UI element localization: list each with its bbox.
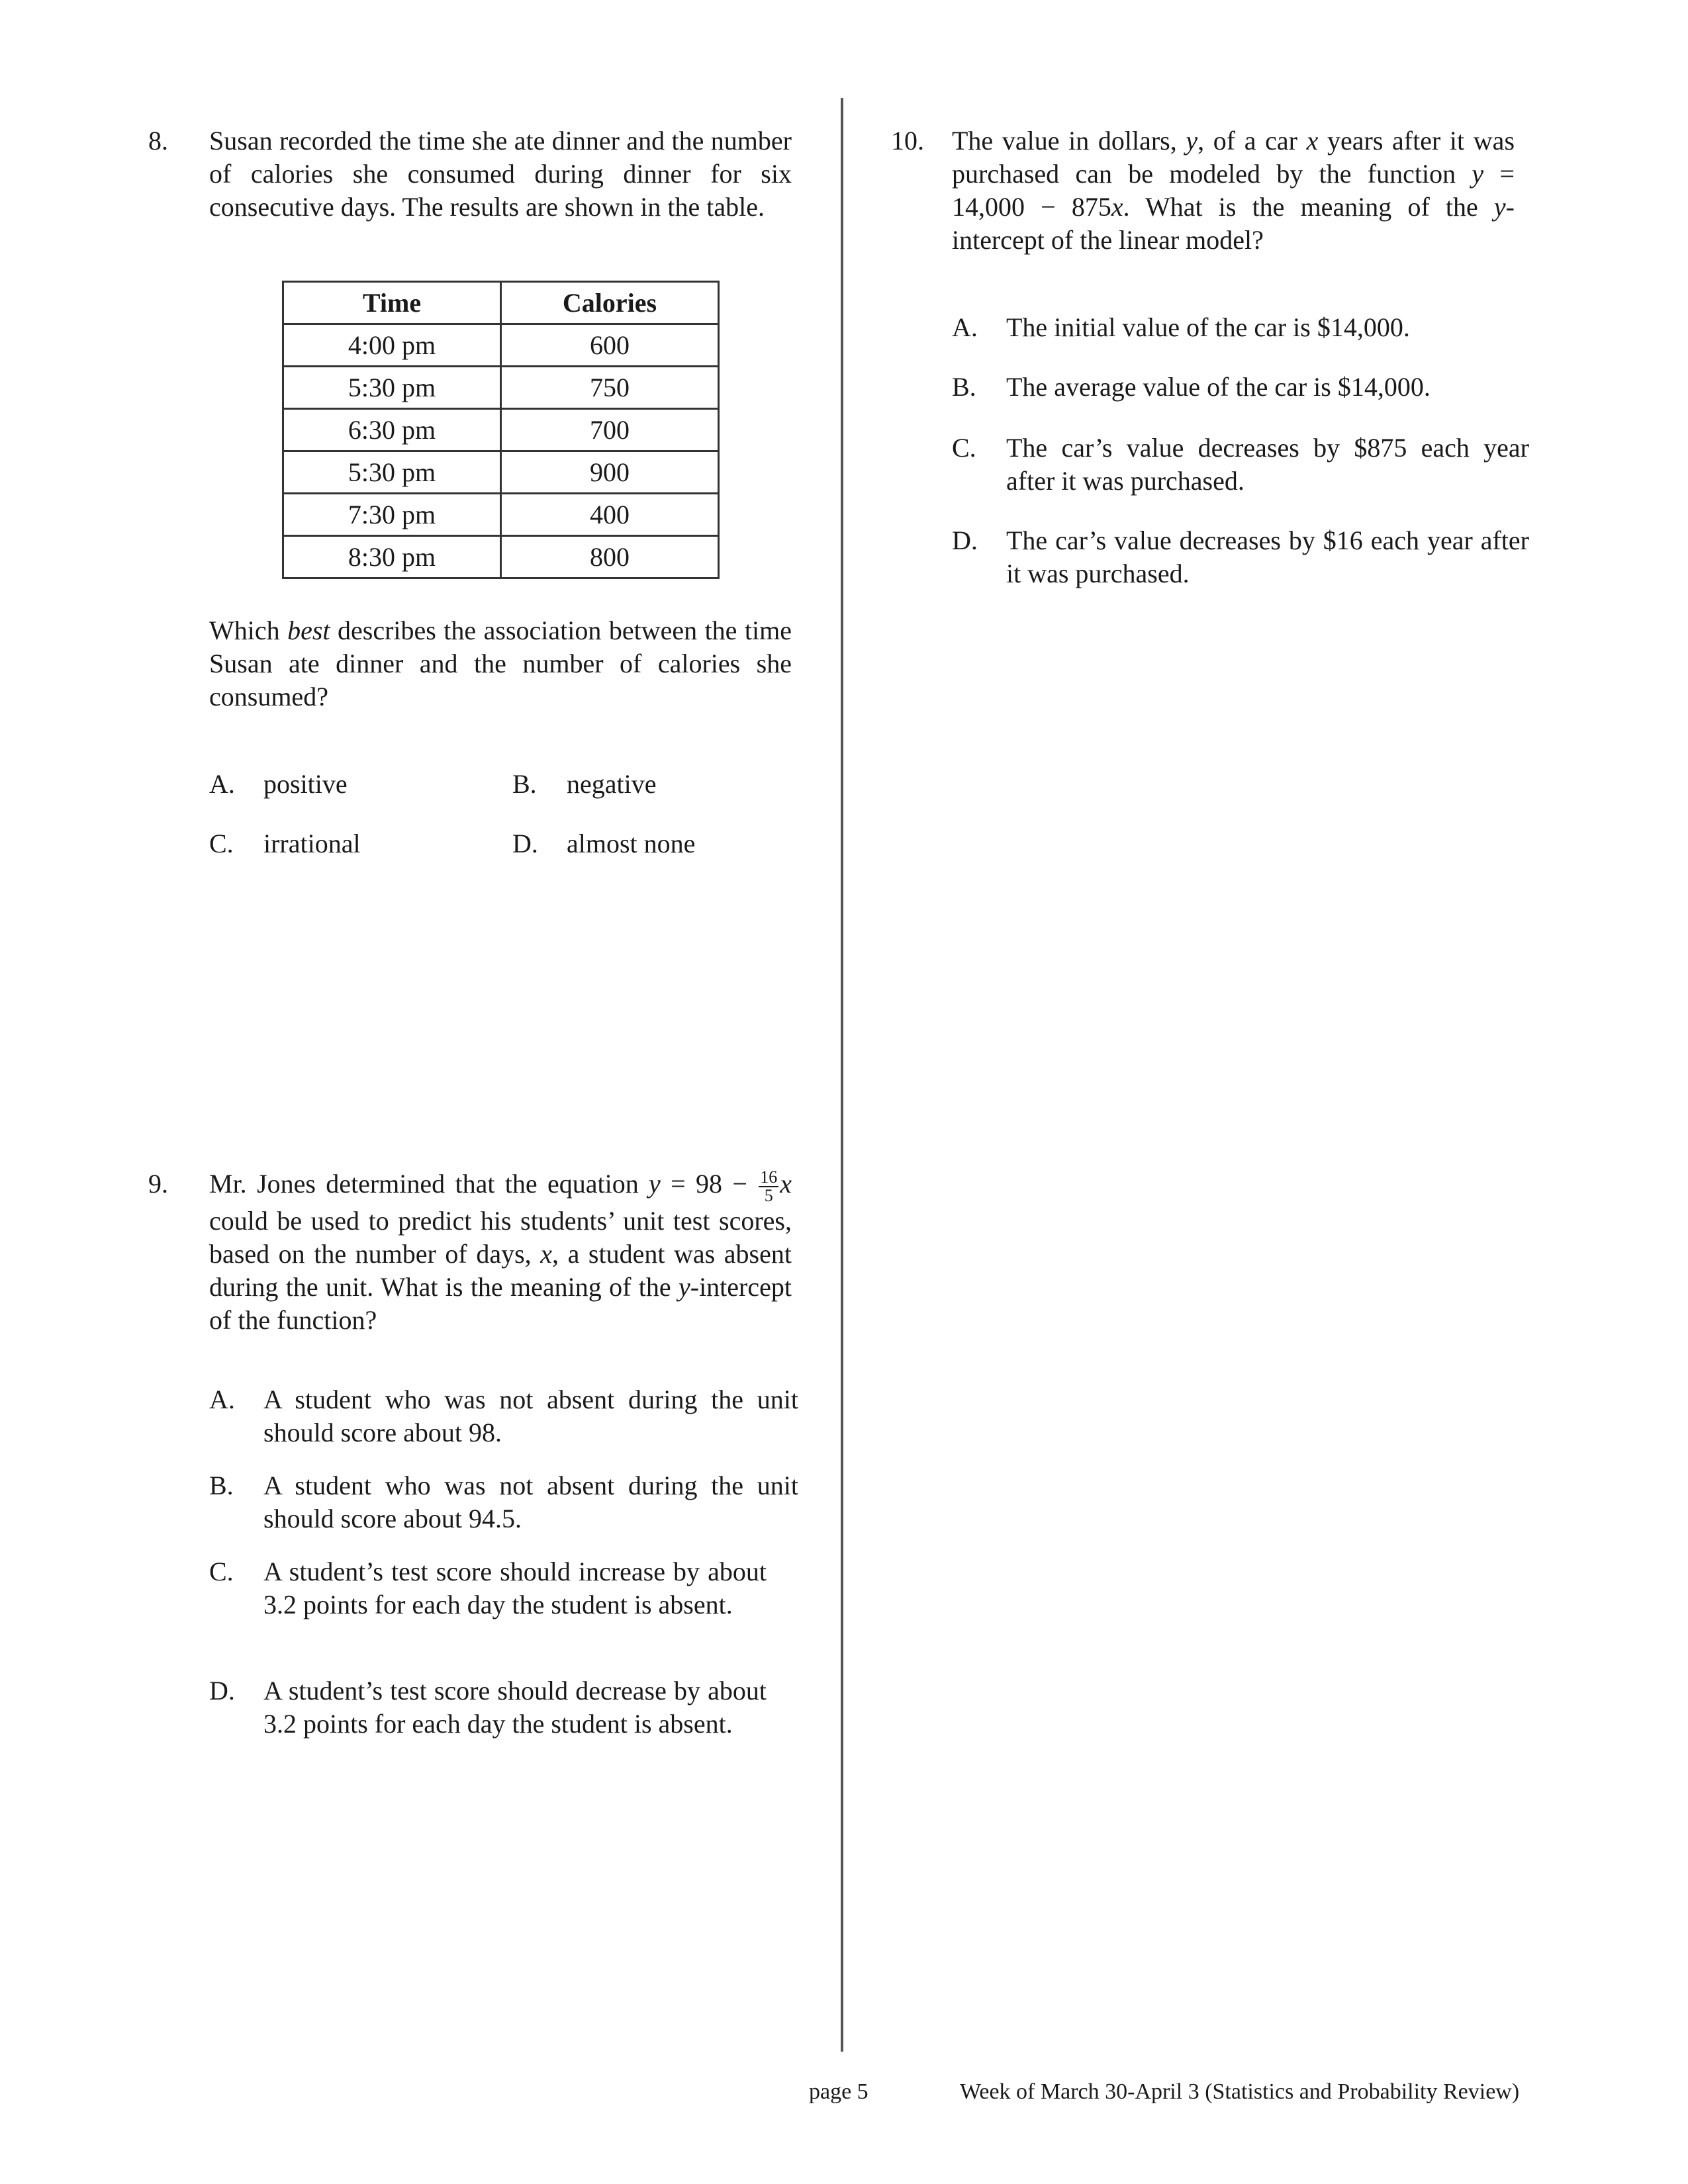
question-stem: Susan recorded the time she ate dinner and the number of calories she consumed during dinner for six consecutive days. The results are shown in the table. [209, 126, 792, 222]
option-letter: A. [209, 1385, 235, 1414]
var-x: x [780, 1169, 792, 1199]
option-text: positive [263, 769, 348, 799]
stem-text: years after it was purchased can be modeled by the function [952, 126, 1515, 189]
table-cell: 4:00 pm [283, 324, 501, 367]
var-x: x [540, 1238, 552, 1269]
question-number: 8. [148, 126, 168, 156]
option-text: The initial value of the car is $14,000. [1006, 312, 1410, 342]
table-cell: 6:30 pm [283, 409, 501, 451]
option-text: A student who was not absent during the unit should score about 94.5. [263, 1471, 798, 1533]
option-letter: B. [512, 769, 537, 799]
var-x: x [1111, 192, 1123, 222]
table-cell: 400 [501, 494, 719, 536]
stem-text: = 98 − [660, 1169, 758, 1199]
table-cell: 600 [501, 324, 719, 367]
option-text: A student who was not absent during the unit should score about 98. [263, 1385, 798, 1447]
question-8-prompt [209, 614, 792, 713]
stem-text: -intercept of the function? [209, 1271, 792, 1335]
stem-text: , a student was absent during the unit. What is the meaning of the [209, 1238, 792, 1302]
fraction-denominator: 5 [764, 1185, 773, 1205]
option-letter: C. [209, 1557, 234, 1586]
option-text: The average value of the car is $14,000. [1006, 372, 1430, 402]
fraction-numerator: 16 [760, 1167, 778, 1187]
option-text: A student’s test score should increase by about 3.2 points for each day the student is absent. [263, 1557, 767, 1619]
table-row [283, 494, 719, 536]
fraction [759, 1169, 778, 1205]
table-cell: 900 [501, 451, 719, 494]
page-number: page 5 [809, 2079, 868, 2104]
table-row [283, 536, 719, 578]
table-cell: 5:30 pm [283, 451, 501, 494]
table-cell: 800 [501, 536, 719, 578]
table-header: Calories [501, 282, 719, 324]
table-cell: 700 [501, 409, 719, 451]
option-text: almost none [567, 829, 696, 858]
stem-text: , of a car [1197, 126, 1307, 156]
table-header: Time [283, 282, 501, 324]
question-number: 10. [891, 126, 924, 156]
var-x: x [1306, 126, 1319, 156]
table-row [283, 324, 719, 367]
option-text: The car’s value decreases by $16 each year after it was purchased. [1006, 525, 1529, 588]
table-row [283, 409, 719, 451]
question-stem [952, 124, 1515, 257]
option-letter: B. [209, 1471, 234, 1500]
table-row [283, 367, 719, 409]
option-letter: D. [209, 1676, 235, 1706]
table-header-row [283, 282, 719, 324]
option-letter: B. [952, 372, 976, 402]
option-letter: A. [952, 312, 978, 342]
var-y: y [649, 1169, 661, 1199]
option-text: The car’s value decreases by $875 each year after it was purchased. [1006, 433, 1529, 496]
var-y: y [678, 1271, 690, 1302]
var-y: y [1186, 126, 1198, 156]
option-letter: C. [209, 829, 234, 858]
calories-table [282, 281, 720, 579]
option-text: A student’s test score should decrease by about 3.2 points for each day the student is absent. [263, 1676, 767, 1739]
table-cell: 5:30 pm [283, 367, 501, 409]
option-letter: D. [952, 525, 978, 555]
option-letter: D. [512, 829, 538, 858]
table-cell: 8:30 pm [283, 536, 501, 578]
question-stem [209, 1167, 792, 1337]
stem-text: = 14,000 − 875 [952, 159, 1515, 222]
option-text: irrational [263, 829, 361, 858]
question-number: 9. [148, 1169, 168, 1199]
prompt-text: describes the association between the time Susan ate dinner and the number of calories she consumed? [209, 615, 792, 711]
stem-text: Mr. Jones determined that the equation [209, 1169, 649, 1199]
stem-text: -intercept of the linear model? [952, 192, 1515, 255]
var-y: y [1493, 192, 1506, 222]
table-cell: 7:30 pm [283, 494, 501, 536]
table-row [283, 451, 719, 494]
stem-text: could be used to predict his students’ unit test scores, based on the number of days, [209, 1205, 792, 1269]
option-letter: A. [209, 769, 235, 799]
table-cell: 750 [501, 367, 719, 409]
option-letter: C. [952, 433, 976, 463]
option-text: negative [567, 769, 657, 799]
var-y: y [1472, 159, 1484, 189]
column-divider [841, 98, 843, 2052]
stem-text: The value in dollars, [952, 126, 1186, 156]
prompt-emphasis: best [287, 615, 330, 645]
stem-text: . What is the meaning of the [1123, 192, 1494, 222]
prompt-text: Which [209, 615, 288, 645]
footer-week: Week of March 30-April 3 (Statistics and Probability Review) [960, 2079, 1520, 2104]
